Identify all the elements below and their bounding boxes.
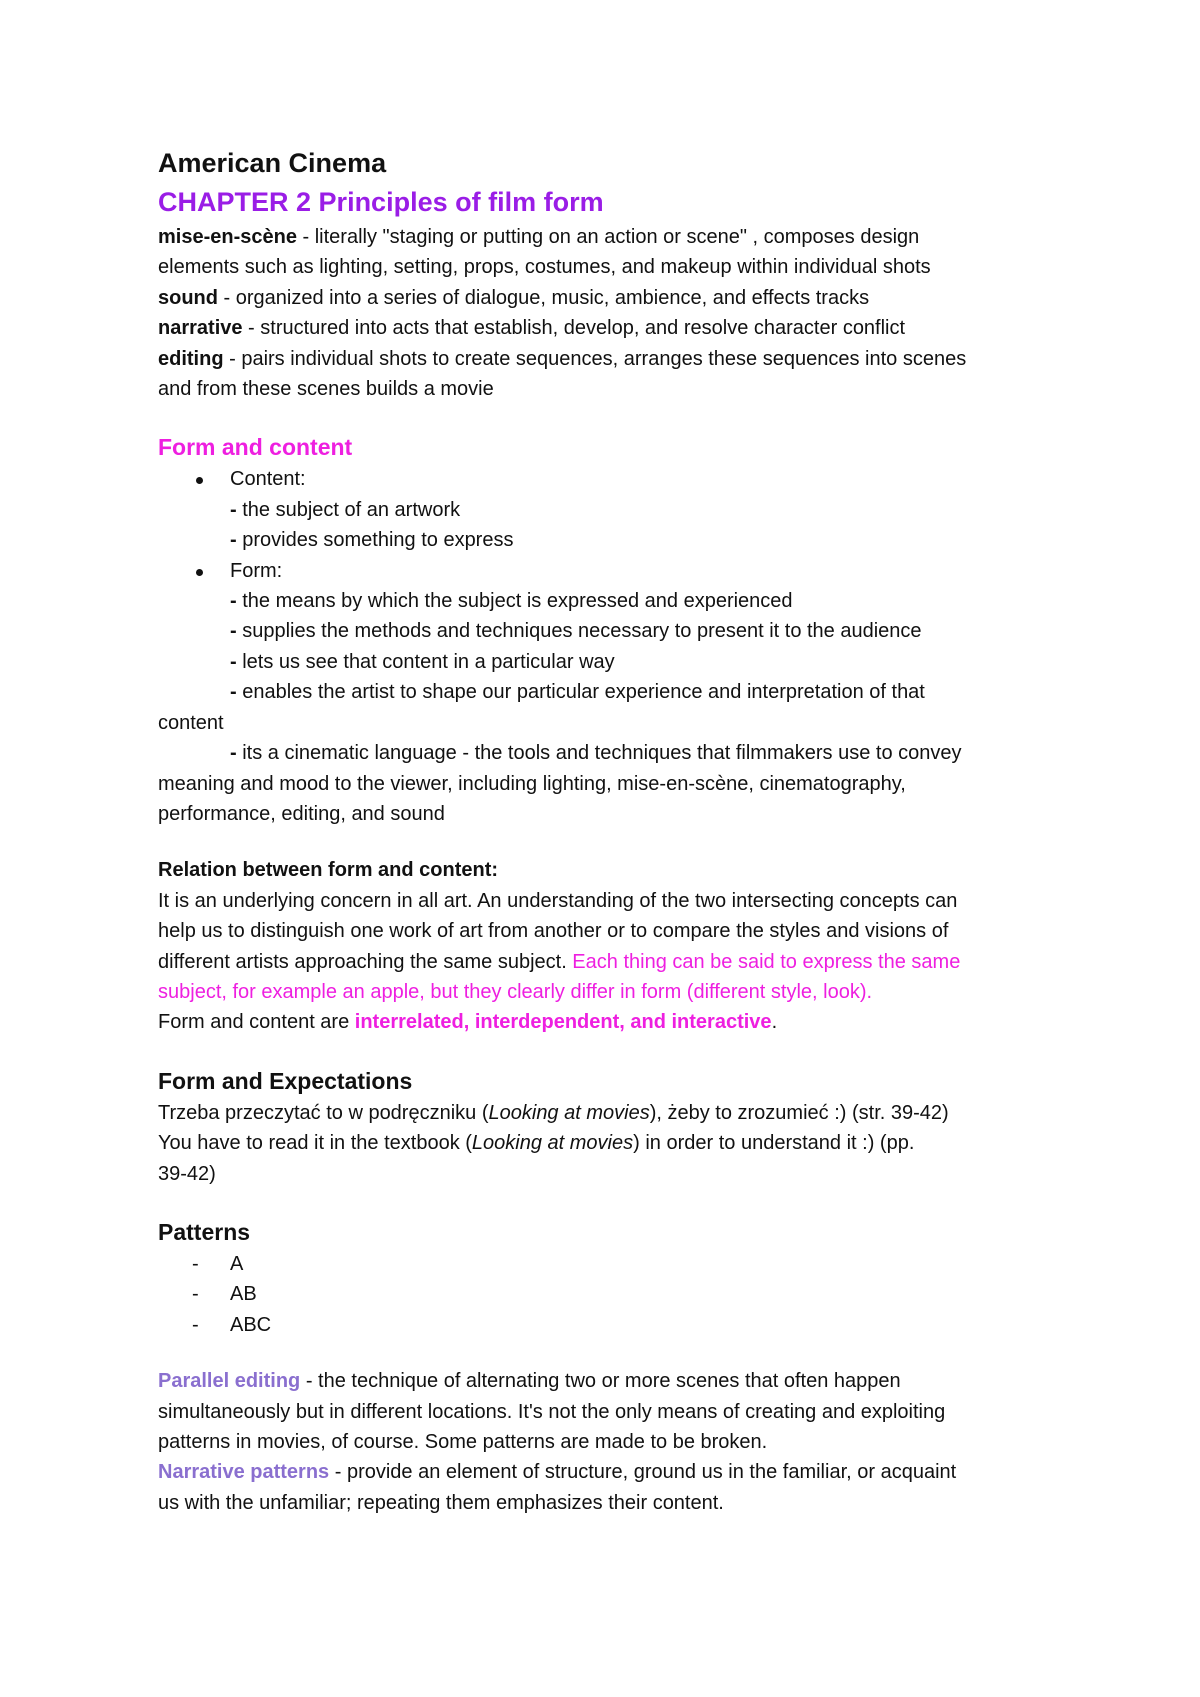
definition-text: - literally "staging or putting on an action or scene" , composes design [296,226,920,248]
definition-text: - the technique of alternating two or more scenes that often happen [300,1370,901,1393]
expectations-text: You have to read it in the textbook ( [158,1132,472,1155]
term-parallel-editing: Parallel editing [158,1370,301,1393]
bullet-label: Form: [230,559,283,582]
list-item: - the means by which the subject is expressed and experienced [230,590,793,613]
dash-icon: - [192,1252,199,1275]
parallel-editing-line: simultaneously but in different locations. It's not the only means of creating and exploiting [158,1400,946,1423]
relation-summary-line [158,1007,1078,1037]
pattern-item [158,1249,1078,1279]
section-heading-expectations: Form and Expectations [158,1067,413,1094]
list-item: - provides something to express [230,529,514,552]
list-item: - enables the artist to shape our particular experience and interpretation of that [230,681,925,704]
list-item: - lets us see that content in a particular way [230,650,615,673]
list-item-text: supplies the methods and techniques necessary to present it to the audience [242,620,922,643]
bullet-label: Content: [230,468,306,491]
chapter-number: CHAPTER 2 [158,187,312,217]
definition-line: and from these scenes builds a movie [158,378,494,401]
definition-text: - structured into acts that establish, develop, and resolve character conflict [242,317,906,340]
parallel-editing-line [158,1366,1078,1396]
term-narrative: narrative [158,317,243,340]
term-editing: editing [158,347,224,370]
book-title: Looking at movies [488,1101,650,1124]
narrative-patterns-line: us with the unfamiliar; repeating them emphasizes their content. [158,1491,724,1514]
list-item-text: provides something to express [242,529,514,552]
expectations-polish-line [158,1098,1078,1128]
section-heading-form-content: Form and content [158,434,353,461]
section-heading-patterns: Patterns [158,1218,251,1245]
definition-text: - provide an element of structure, ground us in the familiar, or acquaint [329,1461,957,1484]
dash-icon: - [192,1313,199,1336]
relation-emphasis: interrelated, interdependent, and interactive [354,1011,772,1034]
list-item-continuation: performance, editing, and sound [158,802,445,825]
definition-line: elements such as lighting, setting, props, costumes, and makeup within individual shots [158,256,931,279]
bullet-item-form [158,556,1078,586]
pattern-text: ABC [230,1313,272,1336]
relation-text: . [771,1011,778,1034]
definition-mise-en-scene [158,222,1078,252]
list-item-text: its a cinematic language - the tools and techniques that filmmakers use to convey [242,742,962,765]
list-item-text: enables the artist to shape our particular experience and interpretation of that [242,681,925,704]
term-sound: sound [158,286,218,309]
pattern-text: A [230,1252,244,1275]
relation-paragraph-line: It is an underlying concern in all art. An understanding of the two intersecting concepts can [158,889,958,912]
list-item-continuation: meaning and mood to the viewer, including lighting, mise-en-scène, cinematography, [158,772,906,795]
relation-paragraph-line: help us to distinguish one work of art from another or to compare the styles and visions of [158,920,949,943]
relation-heading: Relation between form and content: [158,859,499,882]
definition-sound [158,283,1078,313]
document-page [158,144,1078,1518]
bullet-item-content [158,464,1078,494]
bullet-icon [196,569,203,576]
list-item-continuation: content [158,711,224,734]
relation-text: Form and content are [158,1011,355,1034]
pattern-item [158,1310,1078,1340]
term-mise-en-scene: mise-en-scène [158,226,297,248]
expectations-english-line: 39-42) [158,1162,216,1185]
relation-highlight-line: subject, for example an apple, but they clearly differ in form (different style, look). [158,980,873,1003]
pattern-text: AB [230,1283,257,1306]
list-item: - supplies the methods and techniques necessary to present it to the audience [230,620,922,643]
narrative-patterns-line [158,1457,1078,1487]
expectations-text: ), żeby to zrozumieć :) (str. 39-42) [649,1101,949,1124]
expectations-english-line [158,1128,1078,1158]
relation-text: different artists approaching the same subject. [158,950,567,973]
term-narrative-patterns: Narrative patterns [158,1461,330,1484]
definition-editing [158,344,1078,374]
book-title: Looking at movies [471,1132,634,1155]
list-item: - the subject of an artwork [230,498,461,521]
list-item-text: the subject of an artwork [242,498,461,521]
list-item-text: the means by which the subject is expressed and experienced [242,590,793,613]
expectations-text: ) in order to understand it :) (pp. [633,1132,915,1155]
bullet-icon [196,477,203,484]
definition-narrative [158,313,1078,343]
pattern-item [158,1279,1078,1309]
chapter-subtitle: Principles of film form [318,187,604,217]
list-item-text: lets us see that content in a particular way [242,650,615,673]
definition-text: - pairs individual shots to create sequences, arranges these sequences into scenes [223,347,967,370]
definition-text: - organized into a series of dialogue, music, ambience, and effects tracks [218,286,870,309]
chapter-heading [158,182,1078,222]
dash-icon: - [192,1283,199,1306]
list-item: - its a cinematic language - the tools and techniques that filmmakers use to convey [230,742,962,765]
relation-highlight-text: Each thing can be said to express the same [566,950,961,973]
parallel-editing-line: patterns in movies, of course. Some patterns are made to be broken. [158,1431,768,1453]
expectations-text: Trzeba przeczytać to w podręczniku ( [158,1101,489,1124]
document-title: American Cinema [158,148,387,178]
relation-paragraph-line [158,947,1078,977]
